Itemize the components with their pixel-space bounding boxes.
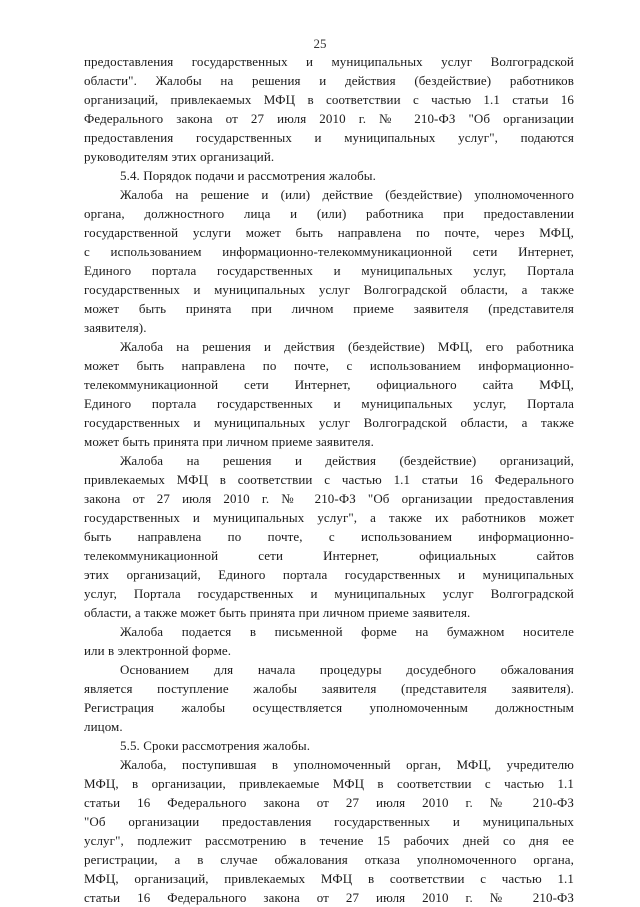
text-line: Жалоба на решение и (или) действие (бездействие) уполномоченного <box>120 187 574 202</box>
text-line: области, а также может быть принята при личном приеме заявителя. <box>84 605 471 620</box>
text-line: МФЦ, организаций, привлекаемых МФЦ в соответствии с частью 1.1 <box>84 871 574 886</box>
text-line: государственных и муниципальных услуг Волгоградской области, а также <box>84 415 574 430</box>
text-line: услуг", подлежит рассмотрению в течение 15 рабочих дней со дня ее <box>84 833 574 848</box>
text-line: Жалоба на решения и действия (бездействие) МФЦ, его работника <box>120 339 574 354</box>
text-line: статьи 16 Федерального закона от 27 июля 2010 г. № 210-ФЗ <box>84 795 574 810</box>
text-line: Единого портала государственных и муниципальных услуг, Портала <box>84 263 574 278</box>
text-line: может быть принята при личном приеме заявителя (представителя <box>84 301 574 316</box>
text-line: государственной услуги может быть направлена по почте, через МФЦ, <box>84 225 574 240</box>
text-line: телекоммуникационной сети Интернет, официальных сайтов <box>84 548 574 563</box>
text-line: услуг, Портала государственных и муниципальных услуг Волгоградской <box>84 586 574 601</box>
text-line: Жалоба на решения и действия (бездействие) организаций, <box>120 453 574 468</box>
text-line: этих организаций, Единого портала государственных и муниципальных <box>84 567 574 582</box>
text-line: государственных и муниципальных услуг Волгоградской области, а также <box>84 282 574 297</box>
text-line: руководителям этих организаций. <box>84 149 275 164</box>
text-line: с использованием информационно-телекоммуникационной сети Интернет, <box>84 244 574 259</box>
text-line: органа, должностного лица и (или) работника при предоставлении <box>84 206 574 221</box>
text-line: организаций, привлекаемых МФЦ в соответствии с частью 1.1 статьи 16 <box>84 92 574 107</box>
text-line: 5.4. Порядок подачи и рассмотрения жалобы. <box>120 168 376 183</box>
text-line: Жалоба подается в письменной форме на бумажном носителе <box>120 624 574 639</box>
text-line: Жалоба, поступившая в уполномоченный орган, МФЦ, учредителю <box>120 757 574 772</box>
text-line: закона от 27 июля 2010 г. № 210-ФЗ "Об организации предоставления <box>84 491 574 506</box>
document-body <box>84 52 574 907</box>
text-line: предоставления государственных и муниципальных услуг Волгоградской <box>84 54 574 69</box>
text-line: или в электронной форме. <box>84 643 232 658</box>
text-line: МФЦ, в организации, привлекаемые МФЦ в соответствии с частью 1.1 <box>84 776 574 791</box>
text-line: предоставления государственных и муниципальных услуг", подаются <box>84 130 574 145</box>
text-line: является поступление жалобы заявителя (представителя заявителя). <box>84 681 574 696</box>
text-line: "Об организации предоставления государственных и муниципальных <box>84 814 574 829</box>
text-line: Единого портала государственных и муниципальных услуг, Портала <box>84 396 574 411</box>
text-line: области". Жалобы на решения и действия (бездействие) работников <box>84 73 574 88</box>
text-line: Федерального закона от 27 июля 2010 г. № 210-ФЗ "Об организации <box>84 111 574 126</box>
page-number: 25 <box>313 36 327 51</box>
text-line: Регистрация жалобы осуществляется уполномоченным должностным <box>84 700 574 715</box>
text-line: привлекаемых МФЦ в соответствии с частью 1.1 статьи 16 Федерального <box>84 472 574 487</box>
text-line: быть направлена по почте, с использованием информационно- <box>84 529 574 544</box>
text-line: регистрации, а в случае обжалования отказа уполномоченного органа, <box>84 852 574 867</box>
text-line: статьи 16 Федерального закона от 27 июля 2010 г. № 210-ФЗ <box>84 890 574 905</box>
text-line: может быть направлена по почте, с использованием информационно- <box>84 358 574 373</box>
text-line: государственных и муниципальных услуг", а также их работников может <box>84 510 574 525</box>
text-line: 5.5. Сроки рассмотрения жалобы. <box>120 738 311 753</box>
text-line: лицом. <box>84 719 123 734</box>
text-line: Основанием для начала процедуры досудебного обжалования <box>120 662 574 677</box>
text-line: может быть принята при личном приеме заявителя. <box>84 434 374 449</box>
text-line: заявителя). <box>84 320 147 335</box>
text-line: телекоммуникационной сети Интернет, официального сайта МФЦ, <box>84 377 574 392</box>
